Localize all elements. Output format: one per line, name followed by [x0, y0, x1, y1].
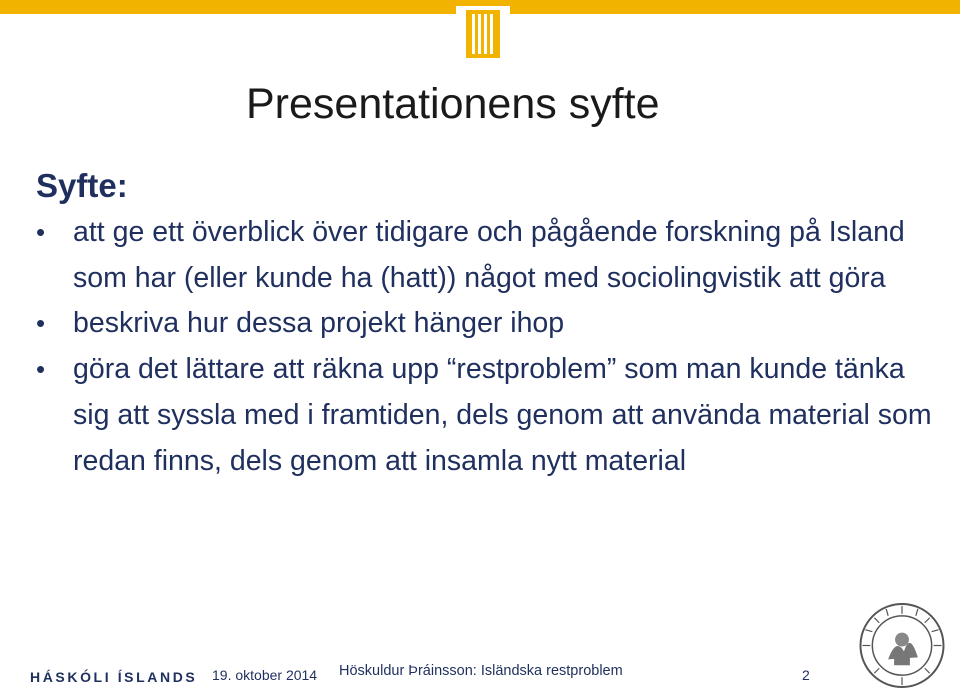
university-building-icon	[448, 0, 518, 60]
bullet-text: att ge ett överblick över tidigare och pågående forskning på Island som har (eller kunde ha (hatt)) något med sociolingvistik att göra	[73, 216, 905, 294]
bullet-dot-icon: •	[36, 308, 46, 339]
bullet-item	[36, 301, 936, 347]
bullet-text: beskriva hur dessa projekt hänger ihop	[73, 307, 565, 340]
page-number: 2	[802, 667, 810, 683]
bullet-dot-icon: •	[36, 354, 46, 385]
section-heading: Syfte:	[36, 167, 128, 204]
bullet-list	[36, 210, 936, 484]
bullet-item	[36, 210, 936, 301]
slide-title: Presentationens syfte	[246, 80, 660, 128]
university-seal-icon	[858, 602, 946, 689]
footer-author: Höskuldur Þráinsson: Isländska restproblem	[339, 663, 623, 679]
bullet-text: göra det lättare att räkna upp “restproblem” som man kunde tänka sig att syssla med i framtiden, dels genom att använda material som redan finns, dels genom att insamla nytt material	[73, 353, 932, 477]
bullet-item	[36, 347, 936, 484]
footer-date: 19. oktober 2014	[212, 667, 318, 683]
footer-university: HÁSKÓLI ÍSLANDS	[30, 669, 198, 685]
bullet-dot-icon: •	[36, 217, 46, 247]
